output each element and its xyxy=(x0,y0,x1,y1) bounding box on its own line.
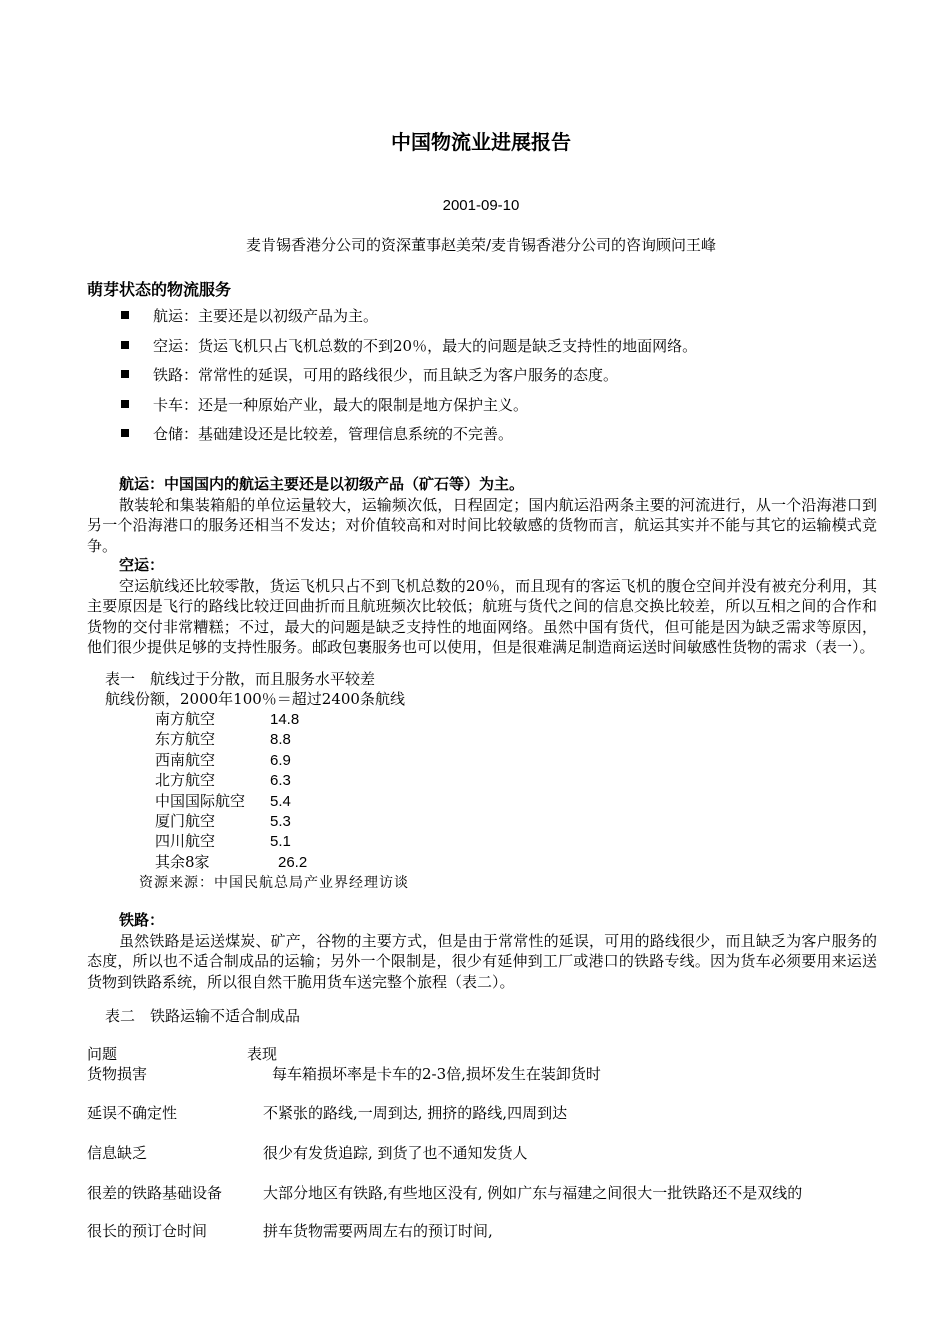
table-row: 信息缺乏 很少有发货追踪, 到货了也不通知发货人 xyxy=(87,1144,528,1162)
document-title: 中国物流业进展报告 xyxy=(391,130,571,154)
shipping-heading: 航运：中国国内的航运主要还是以初级产品（矿石等）为主。 xyxy=(119,475,525,493)
square-bullet-icon xyxy=(121,370,129,378)
rail-heading: 铁路： xyxy=(119,911,165,929)
document-date: 2001-09-10 xyxy=(442,197,520,214)
table1 xyxy=(155,708,307,871)
table-row: 中国国际航空 5.4 xyxy=(155,791,291,810)
table-row: 四川航空 5.1 xyxy=(155,832,291,851)
square-bullet-icon xyxy=(121,341,129,349)
column-header-problem: 问题 xyxy=(87,1045,118,1063)
section-heading: 萌芽状态的物流服务 xyxy=(87,280,232,299)
air-heading: 空运： xyxy=(119,556,165,574)
bullet-item: 卡车：还是一种原始产业，最大的限制是地方保护主义。 xyxy=(121,395,697,425)
square-bullet-icon xyxy=(121,429,129,437)
table-row: 西南航空 6.9 xyxy=(155,750,291,769)
air-paragraph: 空运航线还比较零散，货运飞机只占不到飞机总数的20％，而且现有的客运飞机的腹仓空间并没有被充分利用，其主要原因是飞行的路线比较迂回曲折而且航班频次比较低；航班与货代之间的信息交换比较差，所以互相之间的合作和货物的交付非常糟糕；不过，最大的问题是缺乏支持性的地面网络。虽然中国有货代，但可能是因为缺乏需求等原因，他们很少提供足够的支持性服务。邮政包裹服务也可以使用，但是很难满足制造商运送时间敏感性货物的需求（表一）。 xyxy=(87,576,877,656)
bullet-item: 铁路：常常性的延误，可用的路线很少，而且缺乏为客户服务的态度。 xyxy=(121,365,697,395)
table-row: 其余8家 26.2 xyxy=(155,852,308,871)
table-row: 北方航空 6.3 xyxy=(155,771,291,790)
bullet-item: 航运：主要还是以初级产品为主。 xyxy=(121,306,697,336)
table-row: 厦门航空 5.3 xyxy=(155,811,291,830)
table-row: 货物损害 每车箱损坏率是卡车的2-3倍,损坏发生在装卸货时 xyxy=(87,1065,601,1083)
table-row: 延误不确定性 不紧张的路线,一周到达, 拥挤的路线,四周到达 xyxy=(87,1104,568,1122)
shipping-section xyxy=(87,474,877,556)
table1-source: 资源来源：中国民航总局产业界经理访谈 xyxy=(139,875,409,891)
square-bullet-icon xyxy=(121,311,129,319)
bullet-item: 空运：货运飞机只占飞机总数的不到20％，最大的问题是缺乏支持性的地面网络。 xyxy=(121,336,697,366)
table-header-row xyxy=(87,1043,907,1065)
square-bullet-icon xyxy=(121,400,129,408)
bullet-list xyxy=(121,306,697,454)
table-row: 东方航空 8.8 xyxy=(155,730,291,749)
table2-caption: 表二 铁路运输不适合制成品 xyxy=(105,1007,301,1025)
rail-section xyxy=(87,910,877,992)
rail-paragraph: 虽然铁路是运送煤炭、矿产，谷物的主要方式，但是由于常常性的延误，可用的路线很少，而且缺乏为客户服务的态度，所以也不适合制成品的运输；另外一个限制是，很少有延伸到工厂或港口的铁路专线。因为货车必须要用来运送货物到铁路系统，所以很自然干脆用货车送完整个旅程（表二）。 xyxy=(87,931,877,991)
bullet-item: 仓储：基础建设还是比较差，管理信息系统的不完善。 xyxy=(121,424,697,454)
table-row: 南方航空 14.8 xyxy=(155,710,300,728)
table-row: 很长的预订仓时间 拼车货物需要两周左右的预订时间, xyxy=(87,1222,493,1240)
table1-subtitle: 航线份额，2000年100％＝超过2400条航线 xyxy=(105,690,405,708)
document-authors: 麦肯锡香港分公司的资深董事赵美荣/麦肯锡香港分公司的咨询顾问王峰 xyxy=(245,236,717,254)
shipping-paragraph: 散装轮和集装箱船的单位运量较大，运输频次低，日程固定；国内航运沿两条主要的河流进行，从一个沿海港口到另一个沿海港口的服务还相当不发达；对价值较高和对时间比较敏感的货物而言，航运其实并不能与其它的运输模式竞争。 xyxy=(87,495,877,555)
air-section xyxy=(87,555,877,658)
table-row: 很差的铁路基础设备 大部分地区有铁路,有些地区没有, 例如广东与福建之间很大一批铁路还不是双线的 xyxy=(87,1184,803,1202)
table1-caption: 表一 航线过于分散，而且服务水平较差 xyxy=(105,670,376,688)
column-header-performance: 表现 xyxy=(247,1045,278,1063)
